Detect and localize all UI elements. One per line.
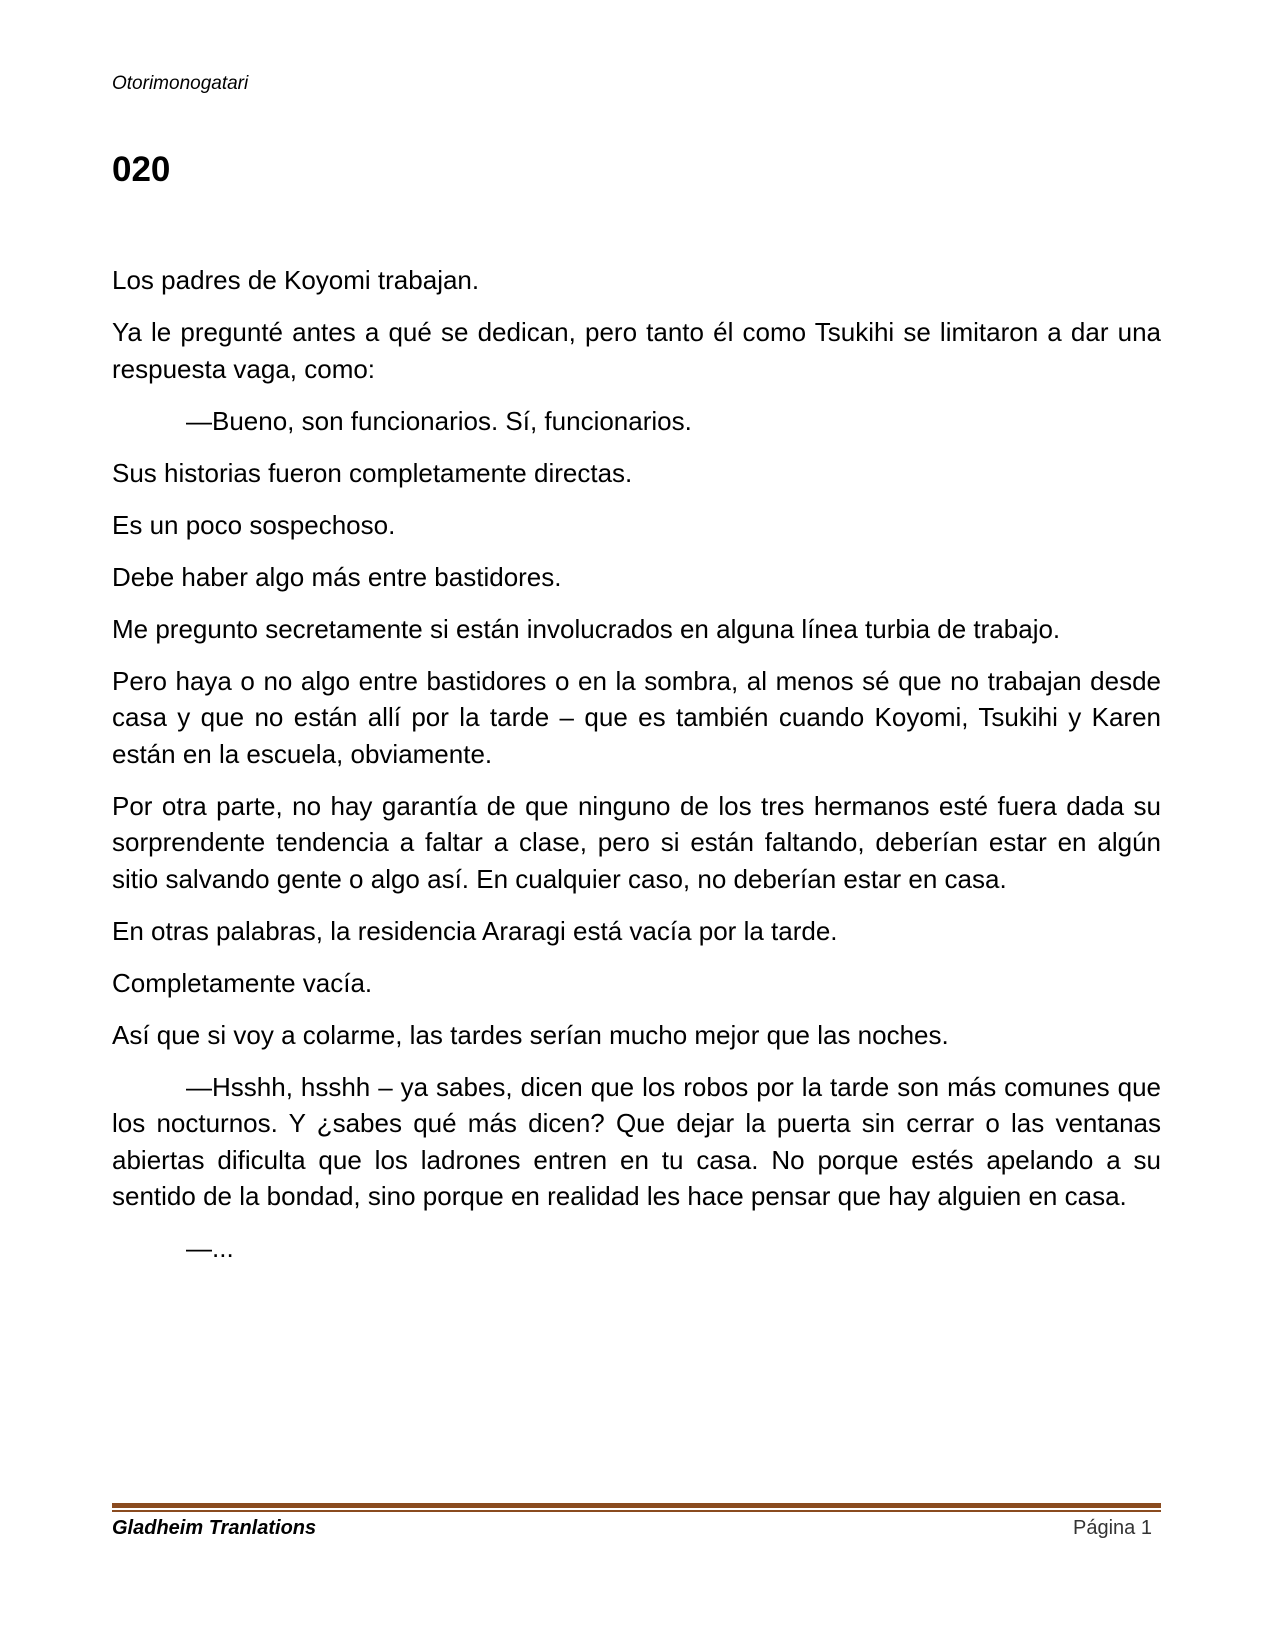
footer-publisher: Gladheim Tranlations (112, 1517, 317, 1539)
paragraph: Así que si voy a colarme, las tardes serían mucho mejor que las noches. (112, 1019, 949, 1050)
paragraph: En otras palabras, la residencia Araragi está vacía por la tarde. (112, 915, 838, 946)
dialogue-paragraph: —Hsshh, hsshh – ya sabes, dicen que los robos por la tarde son más comunes que los nocturnos. Y ¿sabes qué más dicen? Que dejar la puerta sin cerrar o las ventanas abiertas dificulta que los ladrones entren en tu casa. No porque estés apelando a su sentido de la bondad, sino porque en realidad les hace pensar que hay alguien en casa. (112, 1071, 1161, 1211)
chapter-title: 020 (112, 150, 171, 189)
page-number: Página 1 (1073, 1517, 1152, 1539)
paragraph: Es un poco sospechoso. (112, 509, 396, 540)
paragraph: Debe haber algo más entre bastidores. (112, 561, 562, 592)
running-header: Otorimonogatari (112, 73, 249, 94)
footer-divider (112, 1503, 1161, 1513)
paragraph: Los padres de Koyomi trabajan. (112, 265, 480, 295)
paragraph: Sus historias fueron completamente directas. (112, 457, 633, 488)
paragraph: Pero haya o no algo entre bastidores o en la sombra, al menos sé que no trabajan desde casa y que no están allí por la tarde – que es también cuando Koyomi, Tsukihi y Karen están en la escuela, obviamente. (112, 665, 1161, 769)
paragraph: Completamente vacía. (112, 967, 373, 998)
dialogue-paragraph: —... (186, 1233, 234, 1263)
body-text (112, 262, 1161, 1282)
paragraph: Por otra parte, no hay garantía de que ninguno de los tres hermanos esté fuera dada su sorprendente tendencia a faltar a clase, pero si están faltando, deberían estar en algún sitio salvando gente o algo así. En cualquier caso, no deberían estar en casa. (112, 790, 1161, 894)
paragraph: Me pregunto secretamente si están involucrados en alguna línea turbia de trabajo. (112, 613, 1061, 644)
paragraph: Ya le pregunté antes a qué se dedican, pero tanto él como Tsukihi se limitaron a dar una respuesta vaga, como: (112, 317, 1161, 384)
dialogue-paragraph: —Bueno, son funcionarios. Sí, funcionarios. (186, 405, 692, 436)
